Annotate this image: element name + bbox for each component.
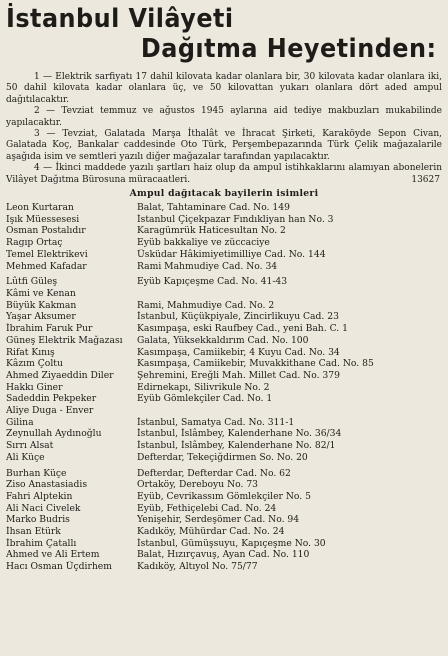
dealer-row (6, 440, 442, 452)
dealer-name: Gilina (6, 416, 34, 428)
dealer-row (6, 288, 442, 300)
dealer-name: Ragıp Ortaç (6, 237, 63, 249)
dealer-address: Eyüb bakkaliye ve züccaciye (137, 237, 270, 249)
dealer-address: Rami, Mahmudiye Cad. No. 2 (137, 299, 275, 311)
dealer-row (6, 479, 442, 491)
dealer-address: Eyüb Kapıçeşme Cad. No. 41-43 (137, 276, 288, 288)
dealer-name: Hacı Osman Üçdirhem (6, 561, 112, 573)
dealer-row (6, 491, 442, 503)
paragraph-3: 3 — Tevziat, Galatada Marşa İthalât ve İhracat Şirketi, Karaköyde Sepon Civan, Galatada Koç, Bankalar caddesinde Oto Türk, Perşembepazarında Türk Çelik mağazalarile aşağıda isim ve semtleri yazılı diğer mağazalar tarafından yapılacaktır. (6, 129, 442, 162)
dealer-address: Kadıköy, Mühürdar Cad. No. 24 (137, 526, 285, 538)
dealer-row (6, 311, 442, 323)
dealer-address: Kadıköy, Altıyol No. 75/77 (137, 561, 258, 573)
dealer-name: Sadeddin Pekpeker (6, 393, 97, 405)
dealer-row (6, 276, 442, 288)
dealer-name: İbrahim Faruk Pur (6, 323, 93, 335)
dealer-row (6, 261, 442, 273)
paragraph-1: 1 — Elektrik sarfiyatı 17 dahil kilovata kadar olanlara bir, 30 kilovata kadar olanlara iki, 50 dahil kilovata kadar olanlara üç, ve 50 kilovattan yukarı olanlara dört aded ampul dağıtılacaktır. (6, 72, 442, 105)
dealer-name: Mehmed Kafadar (6, 260, 87, 272)
paragraph-4: 4 — İkinci maddede yazılı şartları haiz olup da ampul istihkaklarını alamıyan abonelerin Vilâyet Dağıtma Bürosuna müracaatleri. (6, 163, 442, 185)
dealer-address: Karagümrük Haticesultan No. 2 (137, 225, 286, 237)
dealer-address: Eyüb Gömlekçiler Cad. No. 1 (137, 393, 273, 405)
dealer-name: Sırrı Alsat (6, 440, 54, 452)
dealer-name: Büyük Kakman (6, 299, 77, 311)
dealer-row (6, 514, 442, 526)
dealer-row (6, 237, 442, 249)
dealer-address: Ortaköy, Dereboyu No. 73 (137, 479, 259, 491)
dealer-name: Leon Kurtaran (6, 202, 74, 214)
dealer-row (6, 335, 442, 347)
dealer-address: İstanbul, Samatya Cad. No. 311-1 (137, 416, 295, 428)
dealer-name: Zeynullah Aydınoğlu (6, 428, 102, 440)
dealer-row (6, 382, 442, 394)
dealer-row (6, 468, 442, 480)
dealer-address: İstanbul, Gümüşsuyu, Kapıçeşme No. 30 (137, 537, 326, 549)
dealer-address: Üsküdar Hâkimiyetimilliye Cad. No. 144 (137, 248, 326, 260)
dealer-row (6, 549, 442, 561)
dealer-name: Ahmed ve Ali Ertem (6, 549, 100, 561)
dealer-name: Işık Müessesesi (6, 213, 80, 225)
dealer-row (6, 347, 442, 359)
dealer-list-heading: Ampul dağıtacak bayilerin isimleri (129, 188, 319, 200)
dealer-name: Fahri Alptekin (6, 490, 73, 502)
dealer-address: İstanbul, Küçükpiyale, Zincirlikuyu Cad. 23 (137, 311, 339, 323)
dealer-list (6, 202, 442, 573)
dealer-address: Eyüb, Cevrikassım Gömlekçiler No. 5 (137, 490, 311, 502)
dealer-name: Kâzım Çoltu (6, 358, 63, 370)
dealer-address: Kasımpaşa, Camiikebir, Muvakkithane Cad. No. 85 (137, 358, 374, 370)
dealer-name: Lûtfi Güleş (6, 276, 58, 288)
dealer-address: Yenişehir, Serdeşömer Cad. No. 94 (137, 514, 300, 526)
dealer-row (6, 370, 442, 382)
dealer-address: Kasımpaşa, eski Raufbey Cad., yeni Bah. C. 1 (137, 323, 348, 335)
dealer-row (6, 405, 442, 417)
dealer-address: Balat, Hızırçavuş, Ayan Cad. No. 110 (137, 549, 310, 561)
dealer-row (6, 323, 442, 335)
dealer-row (6, 202, 442, 214)
dealer-address: İstanbul, İslâmbey, Kalenderhane No. 82/1 (137, 440, 336, 452)
dealer-name: Marko Budris (6, 514, 70, 526)
dealer-address: Defterdar, Defterdar Cad. No. 62 (137, 467, 291, 479)
dealer-address: Galata, Yüksekkaldırım Cad. No. 100 (137, 334, 309, 346)
paragraph-2: 2 — Tevziat temmuz ve ağustos 1945 aylarına aid tediye makbuzları mukabilinde yapılacaktır. (6, 106, 442, 128)
dealer-row (6, 428, 442, 440)
dealer-address: Defterdar, Tekeçiğdirmen So. No. 20 (137, 451, 308, 463)
dealer-name: Yaşar Aksumer (6, 311, 76, 323)
dealer-row (6, 358, 442, 370)
dealer-address: İstanbul Çiçekpazar Fındıkliyan han No. 3 (137, 213, 334, 225)
dealer-name: Ahmed Ziyaeddin Diler (6, 369, 114, 381)
dealer-address: Balat, Tahtaminare Cad. No. 149 (137, 202, 290, 214)
dealer-row (6, 249, 442, 261)
dealer-address: Şehremini, Ereğli Mah. Millet Cad. No. 379 (137, 369, 340, 381)
dealer-name: İhsan Etürk (6, 526, 61, 538)
dealer-name: Ali Naci Civelek (6, 502, 81, 514)
dealer-name: İbrahim Çatallı (6, 537, 77, 549)
dealer-name: Osman Postalıdır (6, 225, 86, 237)
dealer-name: Temel Elektrikevi (6, 248, 88, 260)
dealer-address: Rami Mahmudiye Cad. No. 34 (137, 260, 278, 272)
dealer-row (6, 417, 442, 429)
dealer-row (6, 300, 442, 312)
dealer-row (6, 214, 442, 226)
dealer-name: Hakkı Giner (6, 381, 63, 393)
dealer-row (6, 526, 442, 538)
dealer-address (137, 288, 442, 300)
dealer-row (6, 452, 442, 464)
dealer-address (137, 405, 442, 417)
dealer-row (6, 538, 442, 550)
dealer-address: Edirnekapı, Silivrikule No. 2 (137, 381, 270, 393)
dealer-address: Kasımpaşa, Camiikebir, 4 Kuyu Cad. No. 34 (137, 346, 340, 358)
dealer-name: Ziso Anastasiadis (6, 479, 88, 491)
dealer-name: Güneş Elektrik Mağazası (6, 334, 123, 346)
dealer-address: İstanbul, İslâmbey, Kalenderhane No. 36/34 (137, 428, 342, 440)
notice-title-line2: Dağıtma Heyetinden: (140, 34, 437, 64)
dealer-name: Aliye Duga - Enver (6, 405, 94, 417)
dealer-name: Ali Küçe (6, 451, 45, 463)
dealer-row (6, 503, 442, 515)
dealer-name: Rifat Kınış (6, 346, 55, 358)
dealer-name: Kâmi ve Kenan (6, 287, 76, 299)
dealer-row (6, 225, 442, 237)
dealer-row (6, 393, 442, 405)
reference-number: 13627 (411, 175, 440, 186)
dealer-address: Eyüb, Fethiçelebi Cad. No. 24 (137, 502, 277, 514)
dealer-row (6, 561, 442, 573)
notice-title-line1: İstanbul Vilâyeti (6, 4, 234, 34)
dealer-name: Burhan Küçe (6, 467, 67, 479)
